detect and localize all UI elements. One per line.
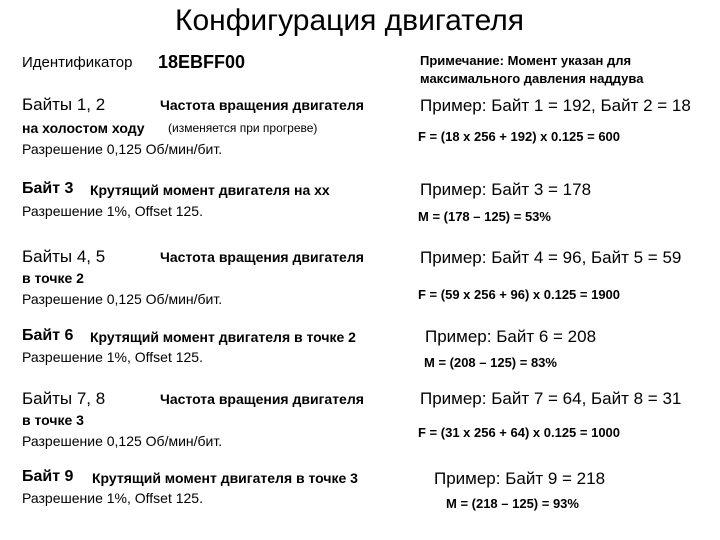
block-header: Байт 3	[22, 180, 74, 197]
block-resolution: Разрешение 0,125 Об/мин/бит.	[22, 141, 223, 157]
block-description-line2: в точке 3	[22, 412, 84, 428]
block-resolution: Разрешение 0,125 Об/мин/бит.	[22, 433, 223, 449]
block-example: Пример: Байт 9 = 218	[434, 469, 606, 488]
block-resolution: Разрешение 1%, Offset 125.	[22, 349, 203, 365]
block-formula: M = (178 – 125) = 53%	[418, 209, 551, 224]
block-description: Частота вращения двигателя	[160, 391, 364, 407]
block-example: Пример: Байт 3 = 178	[420, 180, 592, 199]
block-description: Крутящий момент двигателя в точке 3	[92, 470, 358, 486]
block-example: Пример: Байт 4 = 96, Байт 5 = 59	[420, 248, 682, 267]
block-header: Байты 4, 5	[22, 247, 106, 266]
block-description: Частота вращения двигателя	[160, 249, 364, 265]
block-example: Пример: Байт 1 = 192, Байт 2 = 18	[420, 96, 691, 115]
block-description: Крутящий момент двигателя в точке 2	[90, 329, 356, 345]
identifier-label: Идентификатор	[22, 54, 133, 71]
block-resolution: Разрешение 1%, Offset 125.	[22, 203, 203, 219]
identifier-value: 18EBFF00	[158, 52, 246, 72]
block-resolution: Разрешение 1%, Offset 125.	[22, 490, 203, 506]
block-resolution: Разрешение 0,125 Об/мин/бит.	[22, 291, 223, 307]
block-description-line2: в точке 2	[22, 270, 84, 286]
block-header: Байт 9	[22, 468, 74, 485]
block-header: Байты 7, 8	[22, 389, 106, 408]
block-description: Частота вращения двигателя	[160, 97, 364, 113]
block-example: Пример: Байт 6 = 208	[425, 327, 597, 346]
block-formula: F = (18 x 256 + 192) x 0.125 = 600	[418, 129, 621, 144]
block-formula: F = (31 x 256 + 64) x 0.125 = 1000	[418, 425, 621, 440]
block-header: Байт 6	[22, 327, 74, 344]
page-title: Конфигурация двигателя	[175, 4, 525, 37]
block-example: Пример: Байт 7 = 64, Байт 8 = 31	[420, 389, 682, 408]
block-formula: M = (218 – 125) = 93%	[446, 496, 579, 511]
block-description-line2: на холостом ходу	[22, 120, 145, 136]
block-description: Крутящий момент двигателя на хх	[90, 182, 330, 198]
note-text: Примечание: Момент указан для максимального давления наддува	[420, 53, 644, 86]
block-formula: F = (59 x 256 + 96) x 0.125 = 1900	[418, 287, 621, 302]
block-formula: M = (208 – 125) = 83%	[424, 355, 557, 370]
block-header: Байты 1, 2	[22, 95, 106, 114]
block-description-note: (изменяется при прогреве)	[168, 121, 318, 135]
